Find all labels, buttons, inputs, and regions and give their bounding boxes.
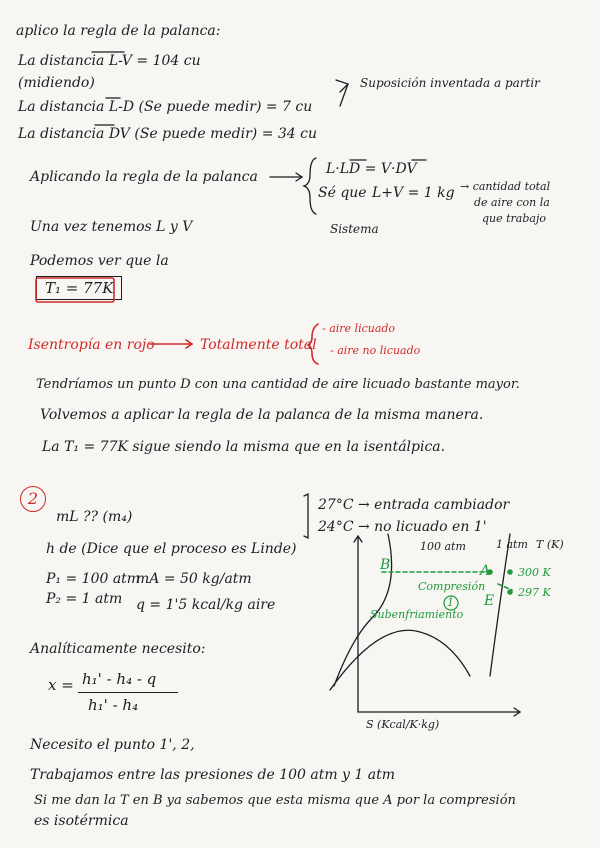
saturation-dome <box>330 630 470 690</box>
s-axis-label: S (Kcal/K·kg) <box>366 718 440 731</box>
bracket-line: 24°C → no licuado en 1' <box>318 519 487 535</box>
compression-line <box>498 584 512 590</box>
text-line: aplico la regla de la palanca: <box>16 23 221 39</box>
point-a-label: A <box>480 563 491 579</box>
text-line: (midiendo) <box>18 75 95 91</box>
text-line: La distancia L-D (Se puede medir) = 7 cu <box>18 99 313 115</box>
side-annotation: Suposición inventada a partir <box>360 76 540 90</box>
section-line: h de (Dice que el proceso es Linde) <box>46 541 297 557</box>
system-note: → cantidad total <box>460 180 551 193</box>
text-line: es isotérmica <box>34 813 129 829</box>
text-line: Una vez tenemos L y V <box>30 219 193 235</box>
pressure-high-label: 100 atm <box>420 540 466 553</box>
text-line: Si me dan la T en B ya sabemos que esta misma que A por la compresión <box>34 793 516 808</box>
mass-flow: mA = 50 kg/atm <box>136 571 252 587</box>
text-line: La distancia L-V = 104 cu <box>18 53 201 69</box>
t-axis-label: T (K) <box>536 538 564 551</box>
temp-300-label: 300 K <box>518 566 551 579</box>
section-line: mL ?? (m₄) <box>56 509 133 525</box>
bracket <box>304 494 308 538</box>
isentropia-option: - aire no licuado <box>330 344 421 357</box>
point-b-label: B <box>380 557 391 573</box>
formula-numerator: h₁' - h₄ - q <box>82 670 157 688</box>
section-number: 2 <box>20 486 46 512</box>
isentropia-option: - aire licuado <box>322 322 396 335</box>
temp-marker <box>507 589 513 595</box>
text-line: La T₁ = 77K sigue siendo la misma que en la isentálpica. <box>42 439 446 455</box>
text-line: Volvemos a aplicar la regla de la palanca de la misma manera. <box>40 407 484 423</box>
result-box: T₁ = 77K <box>36 276 122 300</box>
pressure-1: P₁ = 100 atm <box>46 571 141 587</box>
temp-297-label: 297 K <box>518 586 551 599</box>
pressure-low-label: 1 atm <box>496 538 528 551</box>
text-line: Aplicando la regla de la palanca <box>30 169 258 185</box>
process-number: 1 <box>447 596 454 609</box>
system-eq2-prefix: Sé que <box>318 185 367 201</box>
text-line: Trabajamos entre las presiones de 100 atm y 1 atm <box>30 767 396 783</box>
system-eq1: L·LD = V·DV <box>326 161 417 177</box>
text-line: Podemos ver que la <box>30 253 169 269</box>
formula-lhs: x = <box>48 676 74 694</box>
compression-label: Compresión <box>418 580 486 593</box>
system-note: que trabajo <box>482 212 547 225</box>
isentropia-text: Isentropía en rojo <box>28 337 155 353</box>
formula-denominator: h₁' - h₄ <box>88 696 139 714</box>
system-brace <box>304 158 316 214</box>
text-line: Necesito el punto 1', 2, <box>30 737 195 753</box>
text-line: Analíticamente necesito: <box>30 641 206 657</box>
pressure-2: P₂ = 1 atm <box>46 591 123 607</box>
heat-loss: q = 1'5 kcal/kg aire <box>136 597 276 613</box>
isentropia-result: Totalmente total <box>200 337 317 353</box>
system-eq2: L+V = 1 kg <box>372 185 455 201</box>
text-line: Tendríamos un punto D con una cantidad de aire licuado bastante mayor. <box>36 377 520 392</box>
temp-marker <box>507 569 513 575</box>
system-note: de aire con la <box>474 196 550 209</box>
result-box-frame <box>36 278 114 302</box>
text-line: La distancia DV (Se puede medir) = 34 cu <box>18 126 318 142</box>
subcooling-label: Subenfriamiento <box>370 608 464 621</box>
bracket-line: 27°C → entrada cambiador <box>318 497 510 513</box>
system-label: Sistema <box>330 222 379 236</box>
point-e-label: E <box>484 593 495 609</box>
red-brace <box>308 324 318 364</box>
